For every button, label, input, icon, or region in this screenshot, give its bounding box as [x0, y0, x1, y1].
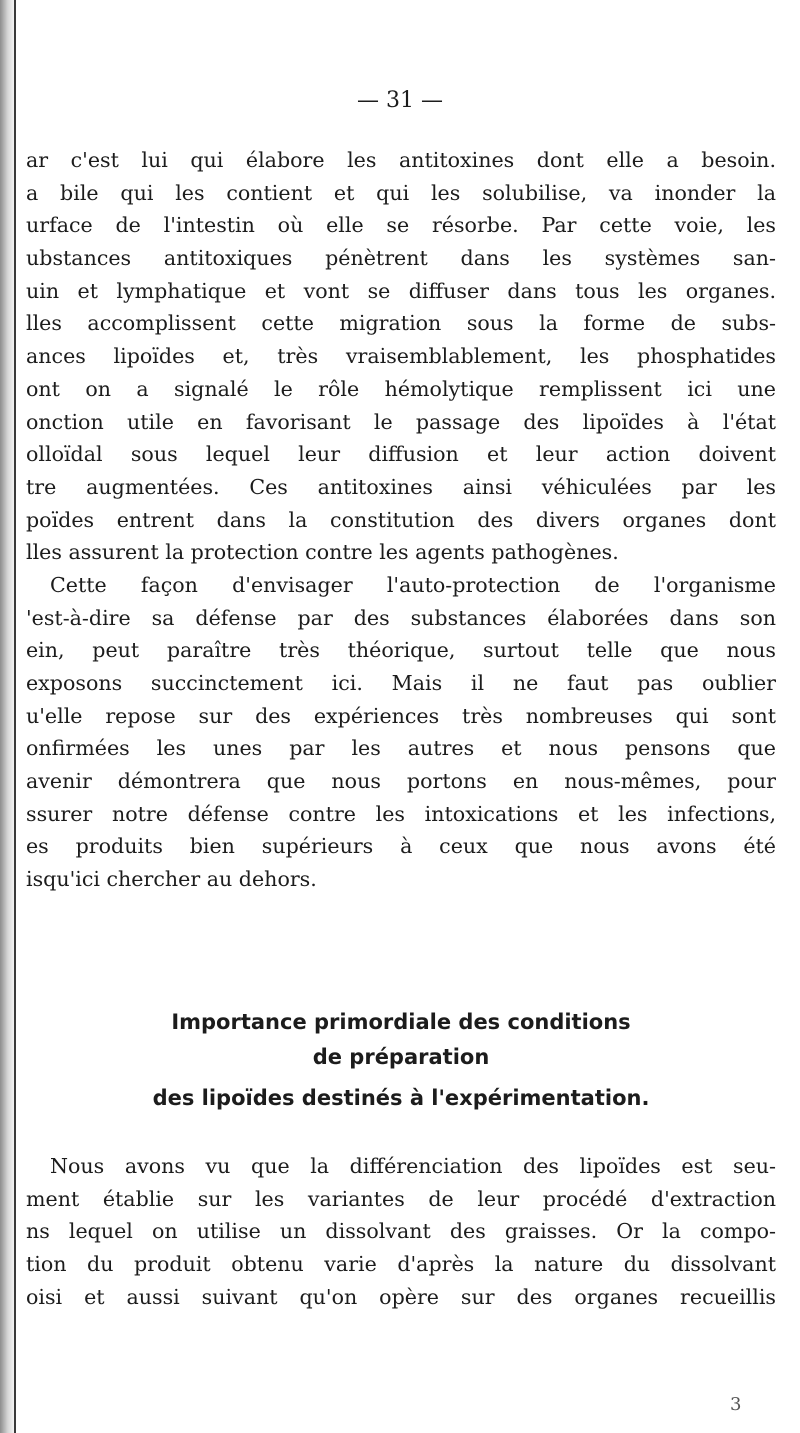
- text-line: uin et lymphatique et vont se diffuser dans tous les organes.: [26, 278, 776, 303]
- binding-edge: [0, 0, 14, 1433]
- text-line: u'elle repose sur des expériences très nombreuses qui sont: [26, 703, 776, 728]
- text-line: ein, peut paraître très théorique, surtout telle que nous: [26, 638, 776, 663]
- text-line: tre augmentées. Ces antitoxines ainsi véhiculées par les: [26, 474, 776, 499]
- text-line: exposons succinctement ici. Mais il ne faut pas oublier: [26, 671, 776, 695]
- text-line: lles accomplissent cette migration sous la forme de subs-: [26, 311, 776, 336]
- paragraph-2: [26, 1150, 776, 1313]
- binding-line: [14, 0, 16, 1433]
- text-line: a bile qui les contient et qui les solubilise, va inonder la: [26, 180, 776, 205]
- text-line: isqu'ici chercher au dehors.: [26, 867, 317, 892]
- text-line: ances lipoïdes et, très vraisemblablement, les phosphatides: [26, 344, 776, 369]
- text-line-indented: Cette façon d'envisager l'auto-protection de l'organisme: [50, 572, 776, 597]
- text-line: onfirmées les unes par les autres et nous pensons que: [26, 736, 776, 761]
- text-line: ns lequel on utilise un dissolvant des graisses. Or la compo-: [26, 1219, 776, 1244]
- text-line-indented: Nous avons vu que la différenciation des lipoïdes est seu-: [50, 1154, 776, 1178]
- text-line: lles assurent la protection contre les agents pathogènes.: [26, 540, 619, 565]
- text-line: onction utile en favorisant le passage des lipoïdes à l'état: [26, 409, 776, 434]
- text-line: oisi et aussi suivant qu'on opère sur des organes recueillis: [26, 1284, 776, 1309]
- section-heading-line-2: de préparation: [312, 1045, 490, 1069]
- page-number: — 31 —: [357, 88, 443, 113]
- section-heading-line-1: Importance primordiale des conditions: [171, 1010, 631, 1034]
- text-line: ssurer notre défense contre les intoxications et les infections,: [26, 801, 776, 826]
- text-line: es produits bien supérieurs à ceux que nous avons été: [26, 834, 776, 859]
- paragraph-1: [26, 144, 776, 896]
- text-line: ont on a signalé le rôle hémolytique remplissent ici une: [26, 376, 776, 401]
- signature-mark: 3: [730, 1394, 742, 1415]
- section-heading-line-3: des lipoïdes destinés à l'expérimentation.: [152, 1086, 650, 1110]
- text-line: poïdes entrent dans la constitution des divers organes dont: [26, 507, 776, 532]
- text-line: olloïdal sous lequel leur diffusion et leur action doivent: [26, 442, 776, 467]
- text-line: ubstances antitoxiques pénètrent dans les systèmes san-: [26, 246, 776, 271]
- text-line: ar c'est lui qui élabore les antitoxines dont elle a besoin.: [26, 148, 776, 172]
- text-line: urface de l'intestin où elle se résorbe. Par cette voie, les: [26, 213, 776, 238]
- text-line: tion du produit obtenu varie d'après la nature du dissolvant: [26, 1252, 776, 1277]
- text-line: 'est-à-dire sa défense par des substances élaborées dans son: [26, 605, 776, 630]
- text-line: ment établie sur les variantes de leur procédé d'extraction: [26, 1186, 776, 1211]
- text-line: avenir démontrera que nous portons en nous-mêmes, pour: [26, 769, 776, 794]
